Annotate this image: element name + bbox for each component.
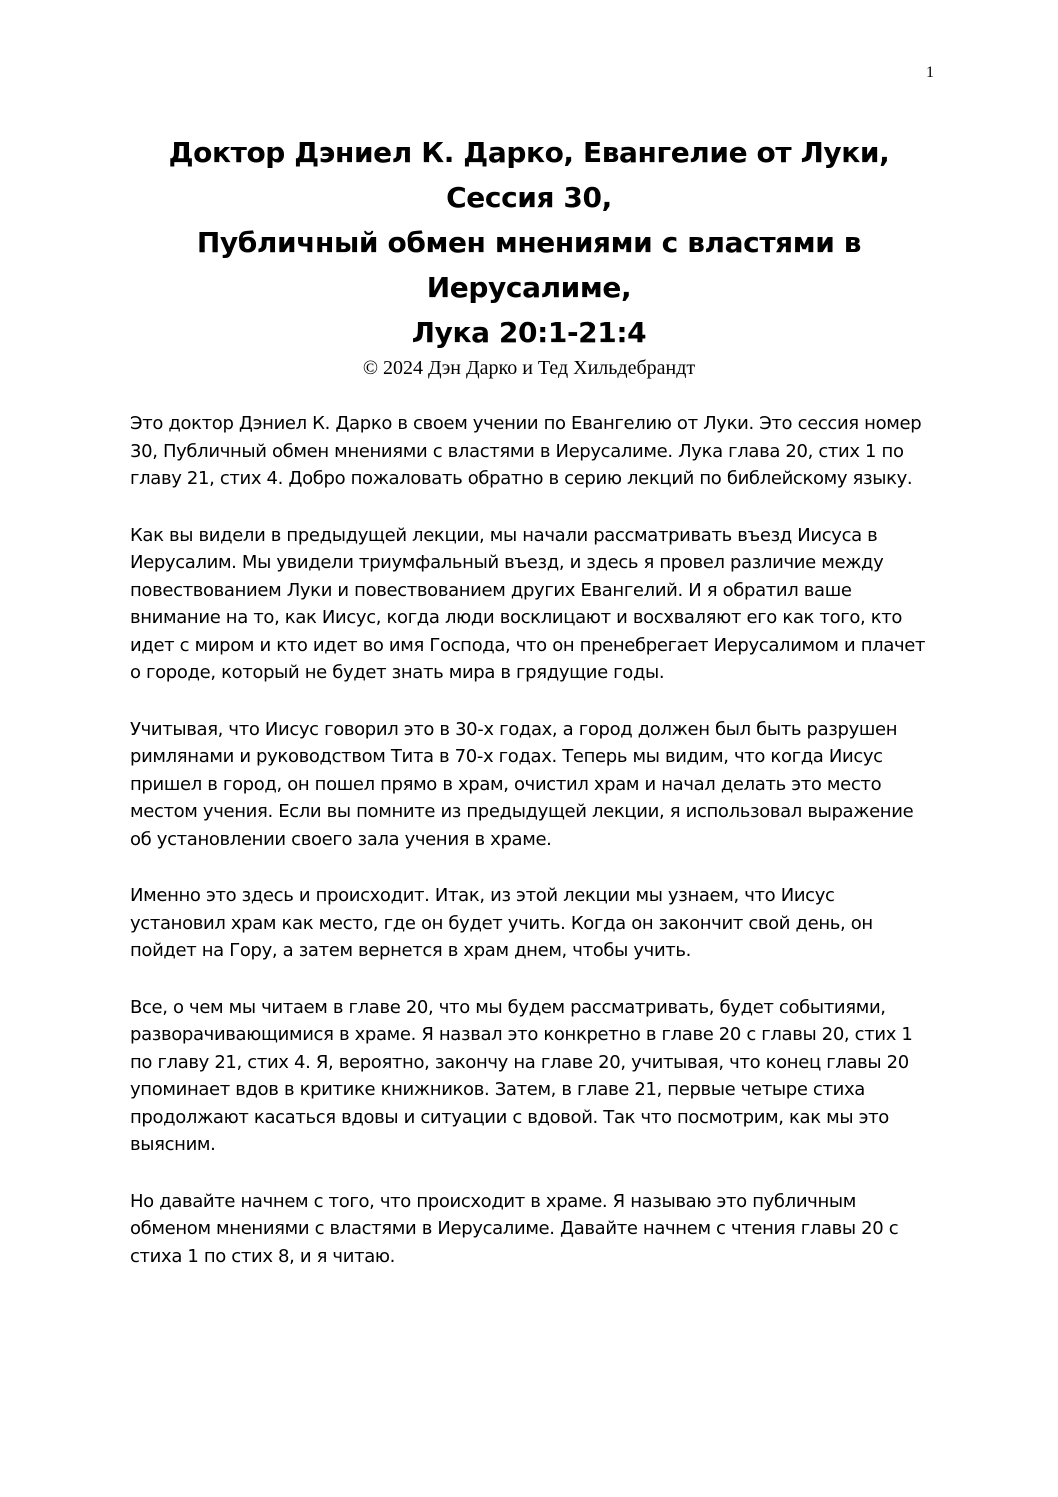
paragraph: Это доктор Дэниел К. Дарко в своем учении по Евангелию от Луки. Это сессия номер 30, Публичный обмен мнениями с властями в Иерусалиме. Лука глава 20, стих 1 по главу 21, стих 4. Добро пожаловать обратно в серию лекций по библейскому языку. (130, 413, 922, 489)
paragraph: Но давайте начнем с того, что происходит в храме. Я называю это публичным обменом мнениями с властями в Иерусалиме. Давайте начнем с чтения главы 20 с стиха 1 по стих 8, и я читаю. (130, 1190, 899, 1267)
document-title (0, 130, 1058, 381)
paragraph: Именно это здесь и происходит. Итак, из этой лекции мы узнаем, что Иисус установил храм как место, где он будет учить. Когда он закончит свой день, он пойдет на Гору, а затем вернется в храм днем, чтобы учить. (130, 885, 873, 961)
paragraph: Учитывая, что Иисус говорил это в 30-х годах, а город должен был быть разрушен римлянами и руководством Тита в 70-х годах. Теперь мы видим, что когда Иисус пришел в город, он пошел прямо в храм, очистил храм и начал делать это место местом учения. Если вы помните из предыдущей лекции, я использовал выражение об установлении своего зала учения в храме. (130, 718, 914, 850)
paragraph: Как вы видели в предыдущей лекции, мы начали рассматривать въезд Иисуса в Иерусалим. Мы увидели триумфальный въезд, и здесь я провел различие между повествованием Луки и повествованием других Евангелий. И я обратил ваше внимание на то, как Иисус, когда люди восклицают и восхваляют его как того, кто идет с миром и кто идет во имя Господа, что он пренебрегает Иерусалимом и плачет о городе, который не будет знать мира в грядущие годы. (130, 524, 926, 683)
title-line: Публичный обмен мнениями с властями в (196, 226, 862, 259)
title-line: Лука 20:1-21:4 (411, 316, 647, 349)
paragraph: Все, о чем мы читаем в главе 20, что мы будем рассматривать, будет событиями, разворачивающимися в храме. Я назвал это конкретно в главе 20 с главы 20, стих 1 по главу 21, стих 4. Я, вероятно, закончу на главе 20, учитывая, что конец главы 20 упоминает вдов в критике книжников. Затем, в главе 21, первые четыре стиха продолжают касаться вдовы и ситуации с вдовой. Так что посмотрим, как мы это выясним. (130, 996, 913, 1155)
page-number: 1 (926, 64, 934, 81)
copyright-notice: © 2024 Дэн Дарко и Тед Хильдебрандт (362, 357, 696, 379)
body-text (130, 410, 930, 1299)
title-line: Доктор Дэниел К. Дарко, Евангелие от Луки, (168, 136, 890, 169)
title-line: Иерусалиме, (426, 271, 632, 304)
title-line: Сессия 30, (446, 181, 612, 214)
